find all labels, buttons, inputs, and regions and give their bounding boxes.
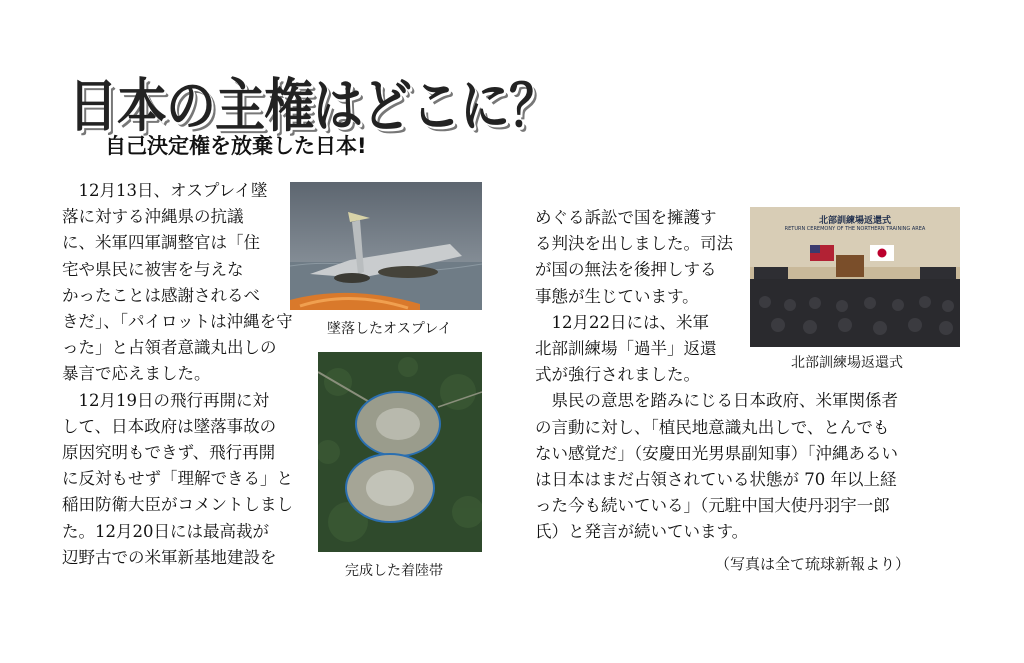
- text-line: 暴言で応えました。: [62, 364, 211, 384]
- text-line: 県民の意思を踏みにじる日本政府、米軍関係者: [535, 391, 898, 411]
- text-line: 稲田防衛大臣がコメントしまし: [62, 495, 293, 515]
- text-line: が国の無法を後押しする: [535, 260, 717, 280]
- ceremony-photo-caption: 北部訓練場返還式: [791, 355, 903, 371]
- text-line: 12月19日の飛行再開に対: [62, 390, 269, 410]
- text-line: 原因究明もできず、飛行再開: [62, 443, 276, 463]
- text-line: は日本はまだ占領されている状態が 70 年以上経: [535, 470, 897, 490]
- text-line: 北部訓練場「過半」返還: [535, 339, 717, 359]
- text-line: った今も続いている」（元駐中国大使丹羽宇一郎: [535, 496, 890, 516]
- text-line: めぐる訴訟で国を擁護す: [535, 208, 717, 227]
- text-line: 辺野古での米軍新基地建設を: [62, 547, 277, 567]
- text-line: ない感覚だ」（安慶田光男県副知事）「沖縄あるい: [535, 443, 898, 463]
- ceremony-banner-title: 北部訓練場返還式: [818, 216, 891, 226]
- text-line: に、米軍四軍調整官は「住: [62, 233, 260, 253]
- text-line: る判決を出しました。司法: [535, 234, 733, 254]
- text-line: 落に対する沖縄県の抗議: [62, 207, 244, 227]
- text-line: 氏）と発言が続いています。: [535, 522, 749, 542]
- text-line: きだ」、「パイロットは沖縄を守: [62, 312, 293, 332]
- photo-source-note: （写真は全て琉球新報より）: [715, 555, 911, 573]
- page-title: 日本の主権はどこに？: [68, 72, 558, 140]
- text-line: に反対もせず「理解できる」と: [62, 469, 293, 489]
- text-line: 式が強行されました。: [535, 365, 700, 385]
- landing-zone-caption: 完成した着陸帯: [345, 563, 443, 579]
- text-line: 事態が生じています。: [535, 286, 699, 306]
- text-line: の言動に対し、「植民地意識丸出しで、とんでも: [535, 417, 890, 437]
- text-line: 宅や県民に被害を与えな: [62, 259, 244, 279]
- text-line: た。12月20日には最高裁が: [62, 521, 269, 541]
- page-subtitle: 自己決定権を放棄した日本!: [105, 134, 367, 158]
- ceremony-banner-subtitle: RETURN CEREMONY OF THE NORTHERN TRAINING AREA: [784, 226, 926, 232]
- text-line: して、日本政府は墜落事故の: [62, 416, 277, 436]
- text-line: かったことは感謝されるべ: [62, 285, 260, 305]
- osprey-crash-photo: [290, 182, 482, 310]
- osprey-photo-caption: 墜落したオスプレイ: [327, 321, 452, 337]
- text-line: 12月13日、オスプレイ墜: [62, 181, 268, 200]
- return-ceremony-photo: [750, 207, 960, 347]
- text-line: った」と占領者意識丸出しの: [62, 338, 277, 358]
- landing-zone-photo: [318, 352, 482, 552]
- text-line: 12月22日には、米軍: [535, 312, 709, 332]
- left-article-column: [62, 178, 293, 571]
